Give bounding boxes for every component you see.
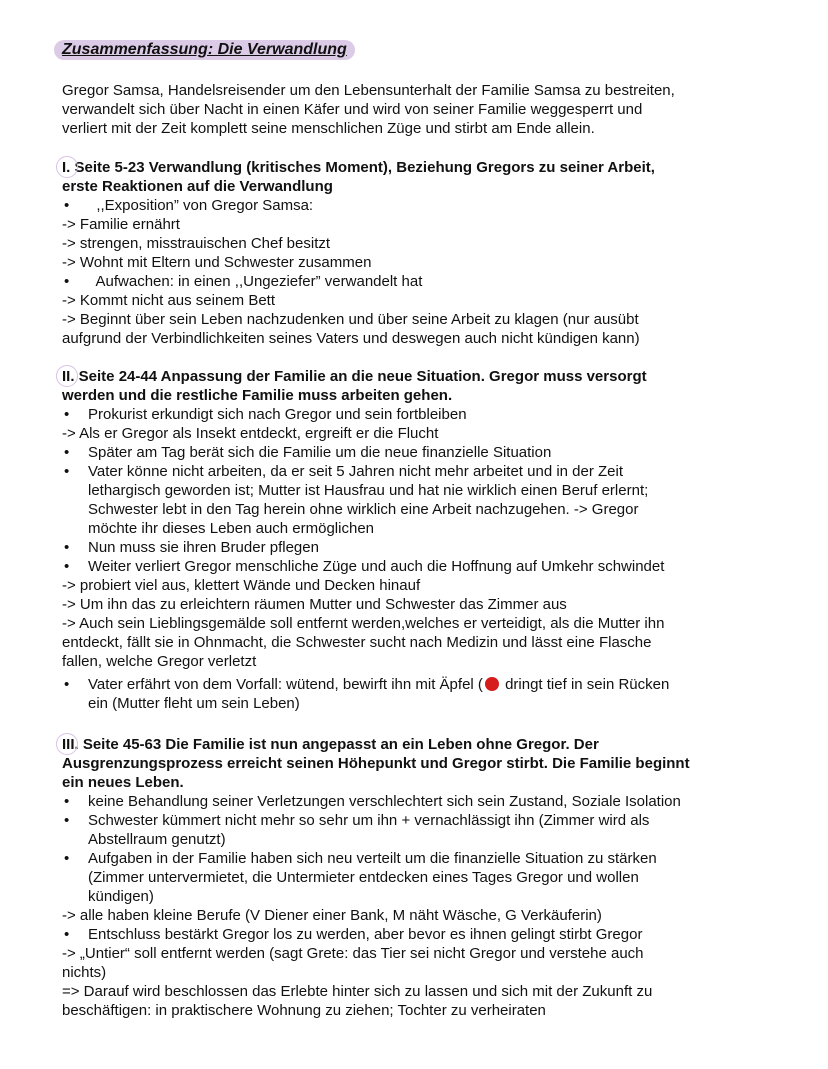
bullet-marker: •	[64, 558, 70, 575]
list-item	[62, 849, 690, 906]
item-text	[88, 272, 422, 291]
bullet-marker: •	[64, 926, 70, 943]
item-line: => Darauf wird beschlossen das Erlebte hinter sich zu lassen und sich mit der Zukunft zu	[62, 983, 653, 1000]
list-item	[62, 253, 655, 272]
item-text	[62, 576, 420, 595]
item-line: aufgrund der Verbindlichkeiten seines Vaters und deswegen auch nicht kündigen kann)	[62, 330, 640, 347]
heading-line: II. Seite 24-44 Anpassung der Familie an die neue Situation. Gregor muss versorgt	[62, 367, 669, 386]
list-item	[62, 310, 655, 348]
item-text	[62, 906, 602, 925]
item-text	[62, 215, 180, 234]
item-text	[62, 614, 664, 671]
circle-mark	[56, 733, 78, 755]
item-line: beschäftigen: in praktischere Wohnung zu ziehen; Tochter zu verheiraten	[62, 1002, 546, 1019]
section-heading	[62, 735, 690, 792]
document-title: Zusammenfassung: Die Verwandlung	[54, 40, 355, 60]
item-line: Nun muss sie ihren Bruder pflegen	[88, 539, 319, 556]
apple-icon	[485, 677, 499, 691]
circle-mark	[56, 156, 78, 178]
item-line: -> Als er Gregor als Insekt entdeckt, ergreift er die Flucht	[62, 425, 439, 442]
item-line: ,,Exposition” von Gregor Samsa:	[88, 197, 314, 214]
section-2	[62, 367, 669, 713]
item-text	[62, 944, 644, 982]
item-text	[88, 443, 551, 462]
summary-line: verliert mit der Zeit komplett seine menschlichen Züge und stirbt am Ende allein.	[62, 120, 595, 137]
heading-line: werden und die restliche Familie muss arbeiten gehen.	[62, 387, 453, 404]
item-line: -> Beginnt über sein Leben nachzudenken und über seine Arbeit zu klagen (nur ausübt	[62, 311, 639, 328]
bullet-marker: •	[64, 273, 70, 290]
list-item	[62, 405, 669, 424]
item-line: -> Wohnt mit Eltern und Schwester zusammen	[62, 254, 372, 271]
item-line: Aufgaben in der Familie haben sich neu verteilt um die finanzielle Situation zu stärken	[88, 850, 657, 867]
item-line: -> alle haben kleine Berufe (V Diener einer Bank, M näht Wäsche, G Verkäuferin)	[62, 907, 602, 924]
circle-mark	[56, 365, 78, 387]
item-line: nichts)	[62, 964, 107, 981]
bullet-marker: •	[64, 793, 70, 810]
heading-line: III. Seite 45-63 Die Familie ist nun angepasst an ein Leben ohne Gregor. Der	[62, 735, 690, 754]
list-item	[62, 595, 669, 614]
item-line: ein (Mutter fleht um sein Leben)	[88, 695, 300, 712]
bullet-marker: •	[64, 197, 70, 214]
list-item	[62, 196, 655, 215]
list-item	[62, 982, 690, 1020]
list-item	[62, 944, 690, 982]
list-item	[62, 906, 690, 925]
item-line: -> Auch sein Lieblingsgemälde soll entfernt werden,welches er verteidigt, als die Mutter ihn	[62, 615, 665, 632]
section-heading	[62, 367, 669, 405]
item-line: (Zimmer untervermietet, die Untermieter entdecken eines Tages Gregor und wollen	[88, 869, 639, 886]
item-line: Prokurist erkundigt sich nach Gregor und sein fortbleiben	[88, 406, 467, 423]
list-item	[62, 792, 690, 811]
item-line: entdeckt, fällt sie in Ohnmacht, die Schwester sucht nach Medizin und lässt eine Flasche	[62, 634, 652, 651]
item-line: möchte ihr dieses Leben auch ermöglichen	[88, 520, 375, 537]
bullet-marker: •	[64, 463, 70, 480]
item-text	[62, 595, 567, 614]
item-line: keine Behandlung seiner Verletzungen verschlechtert sich sein Zustand, Soziale Isolation	[88, 793, 681, 810]
item-text	[62, 424, 438, 443]
list-item	[62, 614, 669, 671]
item-line: -> „Untier“ soll entfernt werden (sagt Grete: das Tier sei nicht Gregor und verstehe auch	[62, 945, 644, 962]
item-line: Abstellraum genutzt)	[88, 831, 226, 848]
heading-line: ein neues Leben.	[62, 774, 184, 791]
item-text	[88, 462, 648, 538]
bullet-marker: •	[64, 812, 70, 829]
item-line: Schwester lebt in den Tag herein ohne wirklich eine Arbeit nachzugehen. -> Gregor	[88, 501, 639, 518]
item-text	[62, 291, 275, 310]
list-item	[62, 443, 669, 462]
item-text	[88, 405, 467, 424]
item-text	[62, 982, 652, 1020]
item-line: Aufwachen: in einen ,,Ungeziefer” verwandelt hat	[88, 273, 423, 290]
list-item	[62, 424, 669, 443]
list-item	[62, 925, 690, 944]
item-text	[62, 234, 330, 253]
summary-paragraph	[62, 81, 675, 138]
item-line: fallen, welche Gregor verletzt	[62, 653, 257, 670]
item-text-part: Vater erfährt von dem Vorfall: wütend, bewirft ihn mit Äpfel (	[88, 676, 483, 693]
bullet-marker: •	[64, 539, 70, 556]
list-item	[62, 811, 690, 849]
summary-line: Gregor Samsa, Handelsreisender um den Lebensunterhalt der Familie Samsa zu bestreiten,	[62, 82, 675, 99]
item-line: -> strengen, misstrauischen Chef besitzt	[62, 235, 331, 252]
item-line: lethargisch geworden ist; Mutter ist Hausfrau und hat nie wirklich einen Beruf erlernt;	[88, 482, 649, 499]
item-line: Weiter verliert Gregor menschliche Züge und auch die Hoffnung auf Umkehr schwindet	[88, 558, 665, 575]
heading-line: Ausgrenzungsprozess erreicht seinen Höhepunkt und Gregor stirbt. Die Familie beginnt	[62, 755, 690, 772]
list-item	[62, 215, 655, 234]
item-text	[88, 792, 681, 811]
item-line: Später am Tag berät sich die Familie um die neue finanzielle Situation	[88, 444, 552, 461]
item-line: -> Kommt nicht aus seinem Bett	[62, 292, 276, 309]
item-line: -> Familie ernährt	[62, 216, 180, 233]
section-1	[62, 158, 655, 348]
item-text	[88, 557, 664, 576]
item-text	[62, 310, 640, 348]
item-line: -> Um ihn das zu erleichtern räumen Mutter und Schwester das Zimmer aus	[62, 596, 567, 613]
item-line: -> probiert viel aus, klettert Wände und Decken hinauf	[62, 577, 421, 594]
bullet-marker: •	[64, 850, 70, 867]
item-text	[88, 675, 669, 713]
section-3	[62, 735, 690, 1020]
bullet-marker: •	[64, 444, 70, 461]
item-text	[88, 925, 642, 944]
list-item	[62, 462, 669, 538]
item-line: kündigen)	[88, 888, 154, 905]
item-text	[88, 196, 313, 215]
item-text-part: dringt tief in sein Rücken	[500, 676, 670, 693]
section-heading	[62, 158, 655, 196]
item-line: Schwester kümmert nicht mehr so sehr um ihn + vernachlässigt ihn (Zimmer wird als	[88, 812, 650, 829]
heading-line: erste Reaktionen auf die Verwandlung	[62, 178, 333, 195]
item-line: Vater könne nicht arbeiten, da er seit 5 Jahren nicht mehr arbeitet und in der Zeit	[88, 463, 624, 480]
item-text	[88, 849, 657, 906]
heading-line: I. Seite 5-23 Verwandlung (kritisches Moment), Beziehung Gregors zu seiner Arbeit,	[62, 158, 655, 177]
list-item	[62, 576, 669, 595]
item-text	[62, 253, 371, 272]
bullet-marker: •	[64, 676, 70, 693]
list-item	[62, 291, 655, 310]
list-item	[62, 538, 669, 557]
list-item	[62, 272, 655, 291]
list-item	[62, 557, 669, 576]
item-line	[88, 675, 669, 694]
item-text	[88, 811, 649, 849]
bullet-marker: •	[64, 406, 70, 423]
item-text	[88, 538, 319, 557]
summary-line: verwandelt sich über Nacht in einen Käfer und wird von seiner Familie weggesperrt und	[62, 101, 643, 118]
item-line: Entschluss bestärkt Gregor los zu werden, aber bevor es ihnen gelingt stirbt Gregor	[88, 926, 643, 943]
list-item	[62, 234, 655, 253]
list-item	[62, 675, 669, 713]
